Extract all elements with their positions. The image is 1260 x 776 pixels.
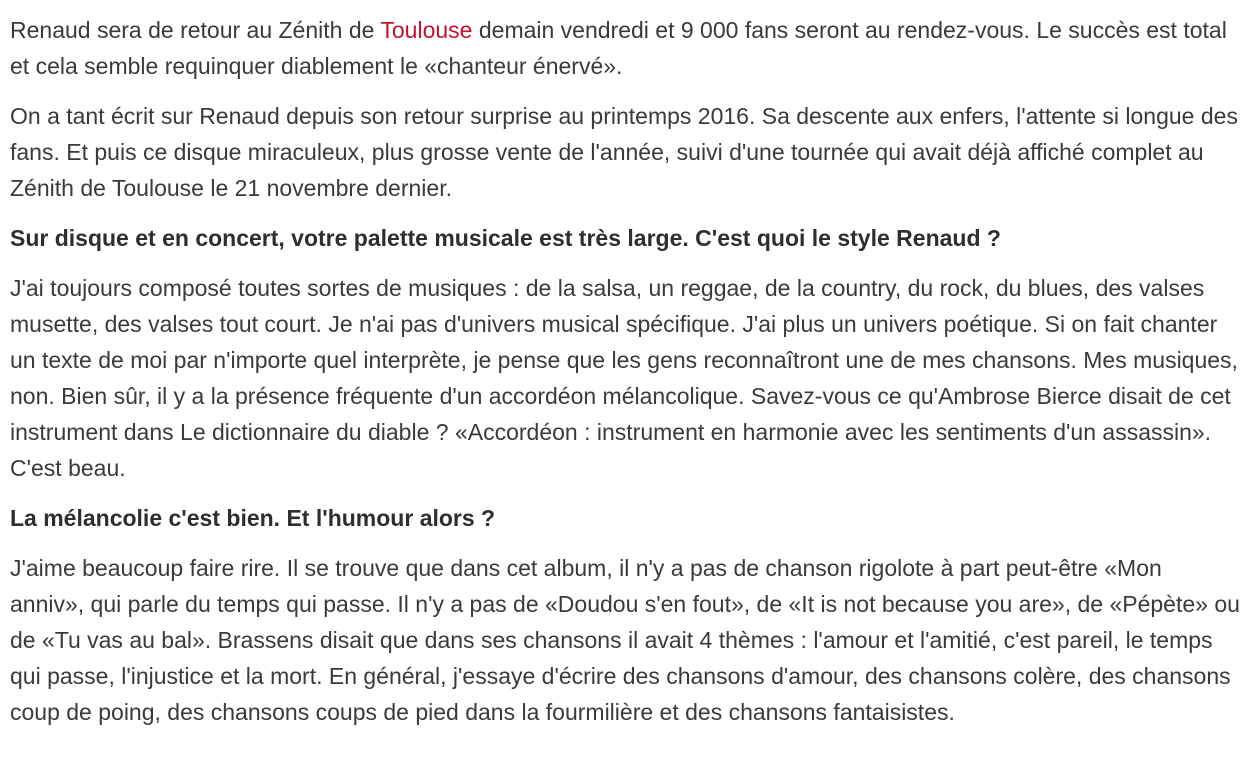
interview-answer-2: J'aime beaucoup faire rire. Il se trouve que dans cet album, il n'y a pas de chanson rigolote à part peut-être «Mon anniv», qui parle du temps qui passe. Il n'y a pas de «Doudou s'en fout», de «It is not because you are», de «Pépète» ou de «Tu vas au bal». Brassens disait que dans ses chansons il avait 4 thèmes : l'amour et l'amitié, c'est pareil, le temps qui passe, l'injustice et la mort. En général, j'essaye d'écrire des chansons d'amour, des chansons colère, des chansons coup de poing, des chansons coups de pied dans la fourmilière et des chansons fantaisistes. [10, 555, 1240, 725]
interview-question-1: Sur disque et en concert, votre palette musicale est très large. C'est quoi le style Renaud ? [10, 225, 1001, 251]
paragraph-2: On a tant écrit sur Renaud depuis son retour surprise au printemps 2016. Sa descente aux enfers, l'attente si longue des fans. Et puis ce disque miraculeux, plus grosse vente de l'année, suivi d'une tournée qui avait déjà affiché complet au Zénith de Toulouse le 21 novembre dernier. [10, 103, 1238, 201]
interview-answer-1: J'ai toujours composé toutes sortes de musiques : de la salsa, un reggae, de la country, du rock, du blues, des valses musette, des valses tout court. Je n'ai pas d'univers musical spécifique. J'ai plus un univers poétique. Si on fait chanter un texte de moi par n'importe quel interprète, je pense que les gens reconnaîtront une de mes chansons. Mes musiques, non. Bien sûr, il y a la présence fréquente d'un accordéon mélancolique. Savez-vous ce qu'Ambrose Bierce disait de cet instrument dans Le dictionnaire du diable ? «Accordéon : instrument en harmonie avec les sentiments d'un assassin». C'est beau. [10, 275, 1238, 481]
intro-text-before-link: Renaud sera de retour au Zénith de [10, 17, 381, 43]
interview-question-2: La mélancolie c'est bien. Et l'humour alors ? [10, 505, 496, 531]
intro-paragraph [10, 12, 1240, 84]
toulouse-link[interactable]: Toulouse [380, 17, 473, 43]
intro-text-after-link: demain vendredi et 9 000 fans seront au rendez-vous. Le succès est total et cela semble requinquer diablement le «chanteur énervé». [10, 17, 1227, 79]
